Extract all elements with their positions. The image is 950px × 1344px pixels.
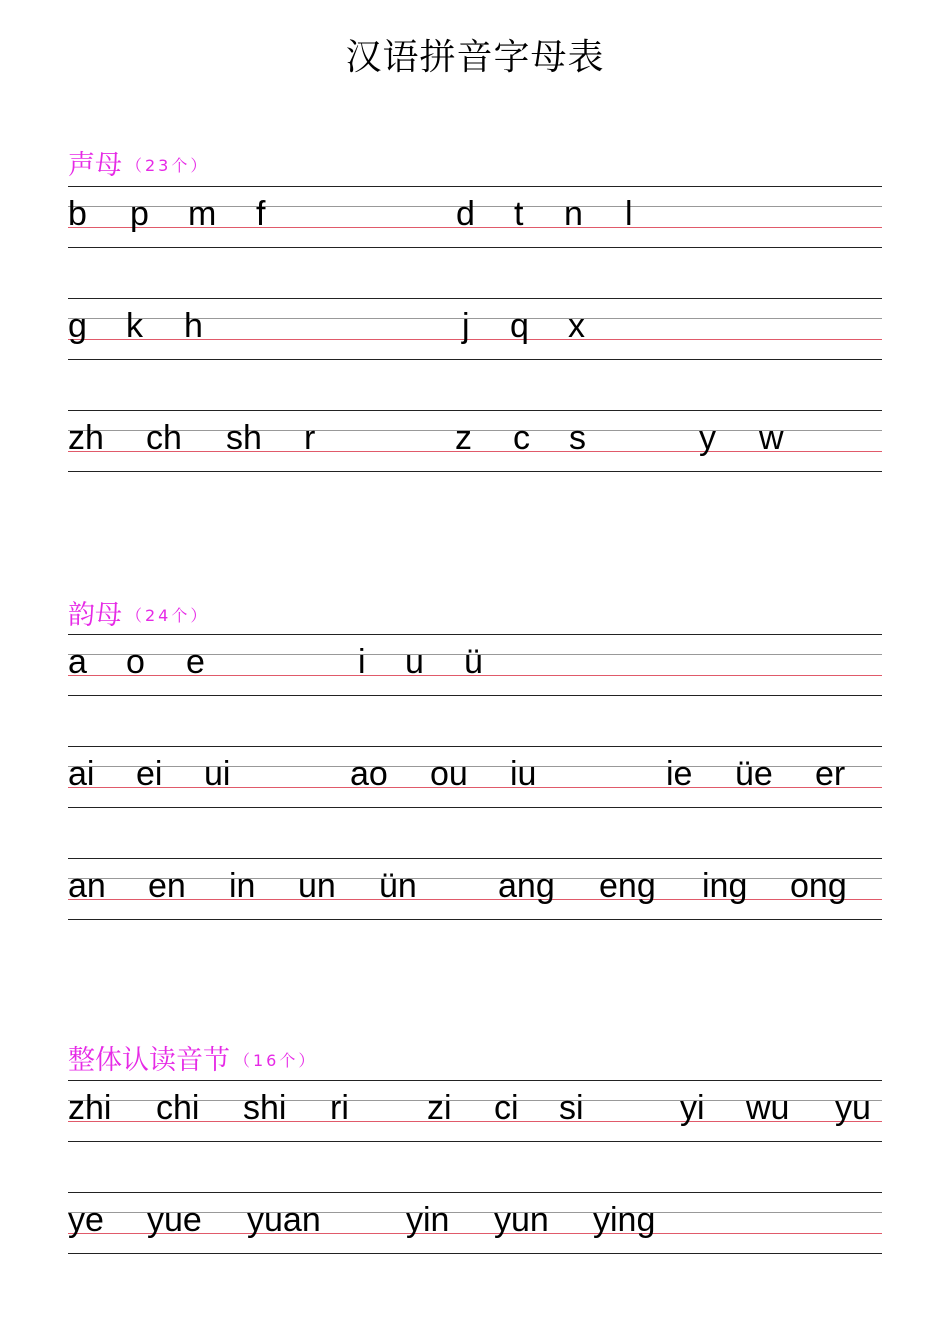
section-heading-finals <box>68 602 209 629</box>
staff-line-bottom <box>68 359 882 360</box>
pinyin-syllable: s <box>569 419 586 457</box>
pinyin-syllable: wu <box>746 1089 790 1127</box>
staff-line-top <box>68 858 882 859</box>
pinyin-syllable: chi <box>156 1089 200 1127</box>
pinyin-syllable: w <box>759 419 784 457</box>
section-title: 声母 <box>68 150 122 181</box>
pinyin-syllable: n <box>564 195 583 233</box>
pinyin-syllable: b <box>68 195 87 233</box>
pinyin-syllable: o <box>126 643 145 681</box>
pinyin-syllable: u <box>405 643 424 681</box>
pinyin-syllable: d <box>456 195 475 233</box>
section-title: 整体认读音节 <box>68 1045 230 1076</box>
pinyin-syllable: r <box>304 419 316 457</box>
pinyin-syllable: yuan <box>247 1201 321 1239</box>
pinyin-syllable: yun <box>494 1201 549 1239</box>
section-title: 韵母 <box>68 600 122 631</box>
staff-line-top <box>68 186 882 187</box>
pinyin-syllable: ie <box>666 755 693 793</box>
pinyin-syllable: ying <box>593 1201 656 1239</box>
pinyin-syllable: ün <box>379 867 417 905</box>
pinyin-syllable: g <box>68 307 87 345</box>
pinyin-syllable: ri <box>330 1089 349 1127</box>
staff-line-top <box>68 298 882 299</box>
pinyin-syllable: ch <box>146 419 182 457</box>
pinyin-syllable: shi <box>243 1089 287 1127</box>
pinyin-syllable: yin <box>406 1201 450 1239</box>
writing-row-initials-1 <box>68 186 882 248</box>
pinyin-syllable: ang <box>498 867 555 905</box>
staff-line-bottom <box>68 919 882 920</box>
writing-row-whole-syllables-1 <box>68 1080 882 1142</box>
writing-row-finals-2 <box>68 746 882 808</box>
pinyin-syllable: ong <box>790 867 847 905</box>
pinyin-syllable: p <box>130 195 149 233</box>
staff-line-bottom <box>68 471 882 472</box>
section-count: （23个） <box>126 156 210 175</box>
pinyin-syllable: sh <box>226 419 262 457</box>
pinyin-syllable: si <box>559 1089 584 1127</box>
staff-line-base <box>68 899 882 900</box>
staff-line-bottom <box>68 247 882 248</box>
writing-row-initials-3 <box>68 410 882 472</box>
pinyin-syllable: ei <box>136 755 163 793</box>
pinyin-syllable: üe <box>735 755 773 793</box>
pinyin-syllable: zhi <box>68 1089 112 1127</box>
pinyin-syllable: un <box>298 867 336 905</box>
section-count: （16个） <box>234 1051 318 1070</box>
staff-line-top <box>68 634 882 635</box>
pinyin-syllable: ye <box>68 1201 104 1239</box>
pinyin-syllable: ou <box>430 755 468 793</box>
pinyin-syllable: e <box>186 643 205 681</box>
pinyin-syllable: in <box>229 867 256 905</box>
pinyin-syllable: ai <box>68 755 95 793</box>
staff-line-bottom <box>68 695 882 696</box>
staff-line-bottom <box>68 1141 882 1142</box>
pinyin-syllable: c <box>513 419 530 457</box>
pinyin-syllable: ing <box>702 867 748 905</box>
pinyin-syllable: eng <box>599 867 656 905</box>
pinyin-syllable: zi <box>427 1089 452 1127</box>
pinyin-syllable: k <box>126 307 143 345</box>
pinyin-syllable: l <box>625 195 633 233</box>
pinyin-syllable: en <box>148 867 186 905</box>
pinyin-syllable: an <box>68 867 106 905</box>
writing-row-initials-2 <box>68 298 882 360</box>
staff-line-bottom <box>68 1253 882 1254</box>
pinyin-syllable: ui <box>204 755 231 793</box>
writing-row-whole-syllables-2 <box>68 1192 882 1254</box>
pinyin-syllable: zh <box>68 419 104 457</box>
staff-line-top <box>68 1192 882 1193</box>
writing-row-finals-3 <box>68 858 882 920</box>
staff-line-bottom <box>68 807 882 808</box>
pinyin-syllable: t <box>514 195 524 233</box>
pinyin-syllable: j <box>462 307 470 345</box>
staff-line-top <box>68 746 882 747</box>
pinyin-syllable: yu <box>835 1089 871 1127</box>
staff-line-top <box>68 410 882 411</box>
staff-line-mid <box>68 878 882 879</box>
section-heading-whole-syllables <box>68 1047 317 1074</box>
pinyin-syllable: y <box>699 419 716 457</box>
page-title: 汉语拼音字母表 <box>345 37 605 78</box>
pinyin-syllable: m <box>188 195 217 233</box>
pinyin-syllable: q <box>510 307 529 345</box>
pinyin-syllable: i <box>358 643 366 681</box>
pinyin-syllable: yue <box>147 1201 202 1239</box>
pinyin-syllable: ci <box>494 1089 519 1127</box>
pinyin-syllable: ü <box>464 643 483 681</box>
staff-line-top <box>68 1080 882 1081</box>
section-count: （24个） <box>126 606 210 625</box>
section-heading-initials <box>68 152 209 179</box>
pinyin-syllable: a <box>68 643 87 681</box>
pinyin-syllable: ao <box>350 755 388 793</box>
pinyin-syllable: f <box>256 195 266 233</box>
pinyin-syllable: iu <box>510 755 537 793</box>
pinyin-syllable: x <box>568 307 585 345</box>
pinyin-syllable: z <box>455 419 472 457</box>
pinyin-syllable: h <box>184 307 203 345</box>
pinyin-syllable: yi <box>680 1089 705 1127</box>
writing-row-finals-1 <box>68 634 882 696</box>
pinyin-syllable: er <box>815 755 846 793</box>
